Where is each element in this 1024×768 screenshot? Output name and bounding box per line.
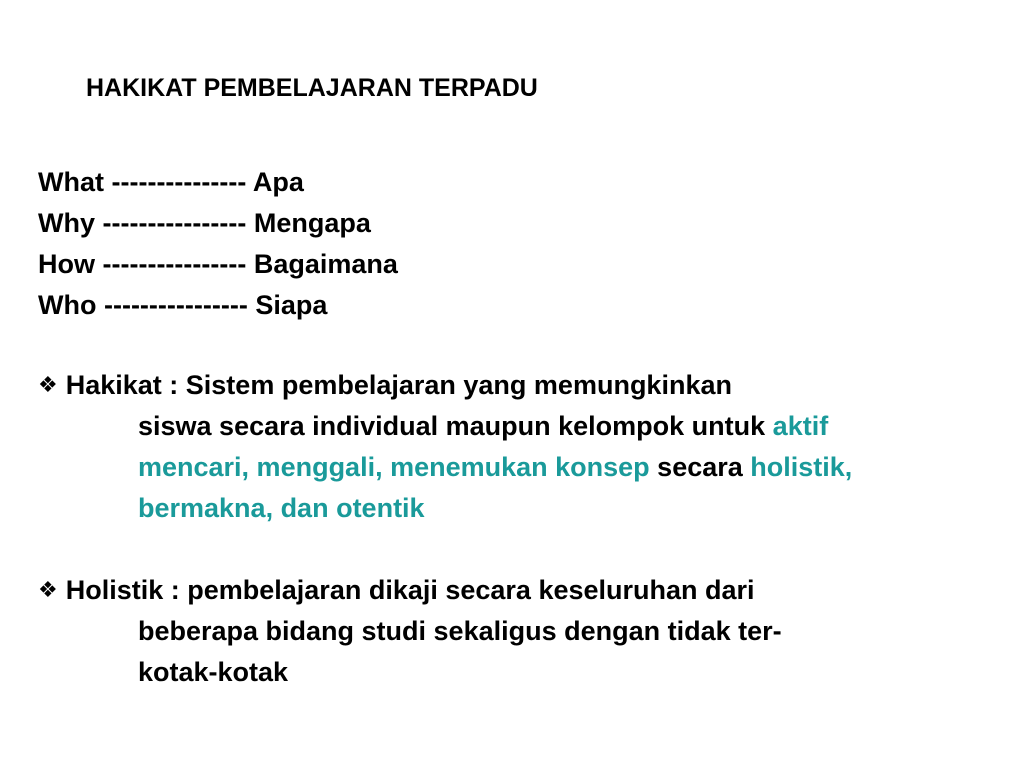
point-hakikat-accent-bermakna: bermakna, dan otentik (138, 493, 425, 523)
point-hakikat-line2: siswa secara individual maupun kelompok untuk (138, 411, 773, 441)
question-row-who: Who ---------------- Siapa (38, 290, 328, 320)
point-hakikat-accent-aktif: aktif (772, 411, 829, 441)
point-hakikat-accent-mencari: mencari, menggali, menemukan konsep (138, 452, 650, 482)
diamond-bullet-icon: ❖ (38, 577, 58, 602)
point-holistik-line3: kotak-kotak (138, 657, 289, 687)
bullet-point-hakikat (38, 364, 852, 529)
question-list (38, 162, 398, 326)
point-hakikat-line1: Hakikat : Sistem pembelajaran yang memungkinkan (65, 370, 732, 400)
point-holistik-line2: beberapa bidang studi sekaligus dengan tidak ter- (138, 616, 782, 646)
question-row-why: Why ---------------- Mengapa (38, 208, 371, 238)
slide-title: HAKIKAT PEMBELAJARAN TERPADU (86, 74, 538, 102)
question-row-what: What --------------- Apa (38, 167, 304, 197)
diamond-bullet-icon: ❖ (38, 372, 58, 397)
bullet-point-holistik (38, 569, 782, 693)
point-hakikat-line3: secara (649, 452, 751, 482)
question-row-how: How ---------------- Bagaimana (38, 249, 398, 279)
point-hakikat-accent-holistik: holistik, (750, 452, 853, 482)
point-holistik-line1: Holistik : pembelajaran dikaji secara keseluruhan dari (65, 575, 755, 605)
